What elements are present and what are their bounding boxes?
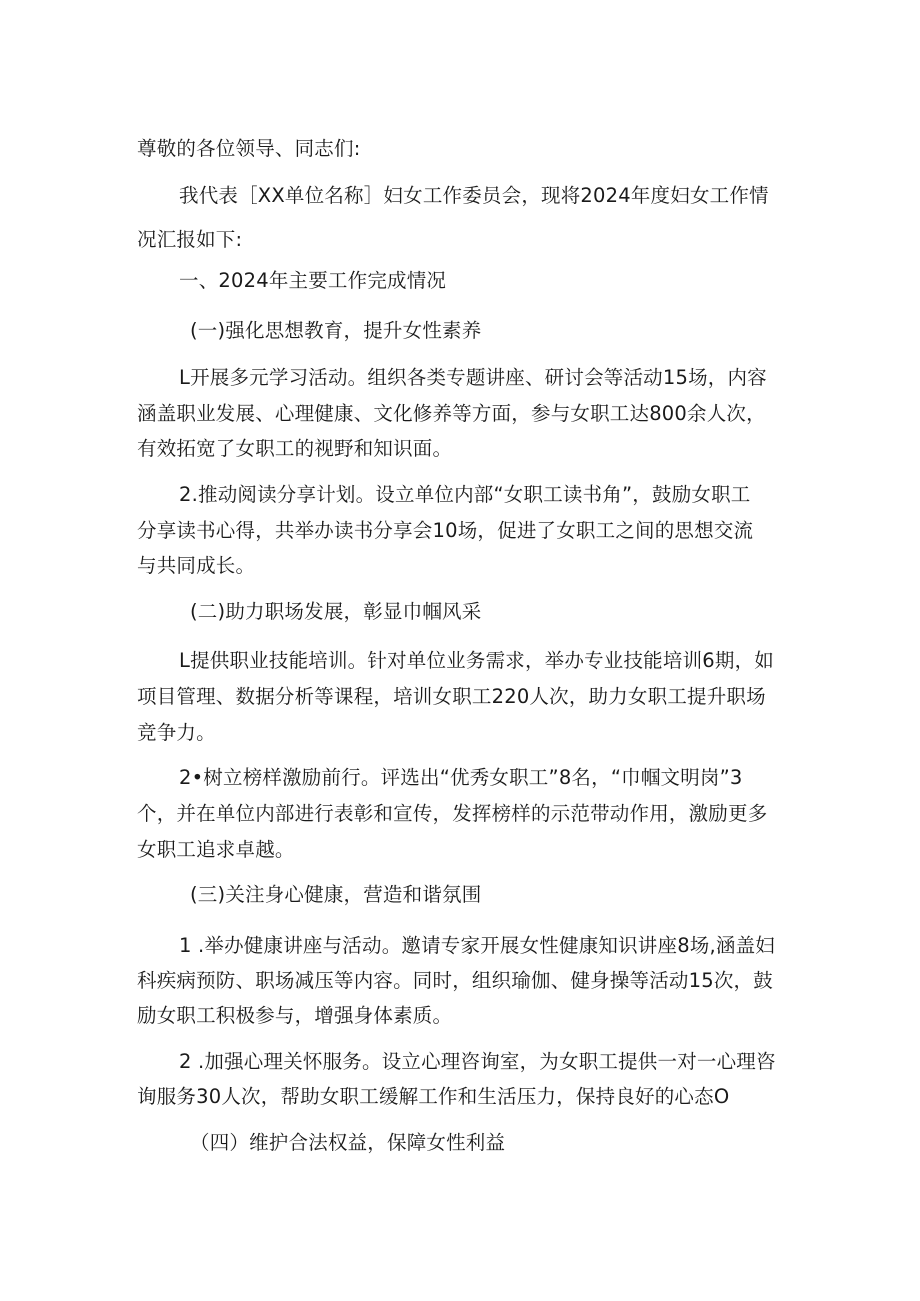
sub2-item2-line-2: 个，并在单位内部进行表彰和宣传，发挥榜样的示范带动作用，激励更多: [137, 802, 768, 825]
sub1-item1-line-1: L开展多元学习活动。组织各类专题讲座、研讨会等活动15场，内容: [179, 366, 767, 389]
subsection-3-title: (三)关注身心健康，营造和谐氛围: [190, 883, 482, 906]
sub2-item2-line-3: 女职工追求卓越。: [137, 838, 295, 861]
sub3-item1-line-3: 励女职工积极参与，增强身体素质。: [137, 1004, 453, 1027]
sub1-item1-line-3: 有效拓宽了女职工的视野和知识面。: [137, 437, 453, 460]
subsection-2-title: (二)助力职场发展，彰显巾帼风采: [190, 600, 482, 623]
sub3-item2-line-1: 2 .加强心理关怀服务。设立心理咨询室，为女职工提供一对一心理咨: [179, 1050, 776, 1073]
intro-line-2: 况汇报如下:: [137, 228, 243, 251]
sub1-item2-line-2: 分享读书心得，共举办读书分享会10场，促进了女职工之间的思想交流: [137, 519, 754, 542]
sub2-item1-line-2: 项目管理、数据分析等课程，培训女职工220人次，助力女职工提升职场: [137, 685, 766, 708]
sub2-item2-line-1: 2•树立榜样激励前行。评选出“优秀女职工”8名，“巾帼文明岗”3: [179, 766, 743, 789]
section-1-title: 一、2024年主要工作完成情况: [179, 269, 447, 292]
sub3-item1-line-2: 科疾病预防、职场减压等内容。同时，组织瑜伽、健身操等活动15次，鼓: [137, 969, 773, 992]
sub2-item1-line-3: 竞争力。: [137, 721, 216, 744]
greeting: 尊敬的各位领导、同志们:: [137, 137, 361, 160]
subsection-4-title: （四）维护合法权益，保障女性利益: [190, 1131, 506, 1154]
subsection-1-title: (一)强化思想教育，提升女性素养: [190, 319, 482, 342]
intro-line-1: 我代表［XX单位名称］妇女工作委员会，现将2024年度妇女工作情: [179, 184, 769, 207]
sub3-item1-line-1: 1 .举办健康讲座与活动。邀请专家开展女性健康知识讲座8场,涵盖妇: [179, 934, 776, 957]
sub1-item2-line-3: 与共同成长。: [137, 554, 256, 577]
sub1-item2-line-1: 2.推动阅读分享计划。设立单位内部“女职工读书角”，鼓励女职工: [179, 483, 751, 506]
sub2-item1-line-1: L提供职业技能培训。针对单位业务需求，举办专业技能培训6期，如: [179, 649, 774, 672]
sub1-item1-line-2: 涵盖职业发展、心理健康、文化修养等方面，参与女职工达800余人次，: [137, 402, 766, 425]
sub3-item2-line-2: 询服务30人次，帮助女职工缓解工作和生活压力，保持良好的心态O: [137, 1085, 730, 1108]
